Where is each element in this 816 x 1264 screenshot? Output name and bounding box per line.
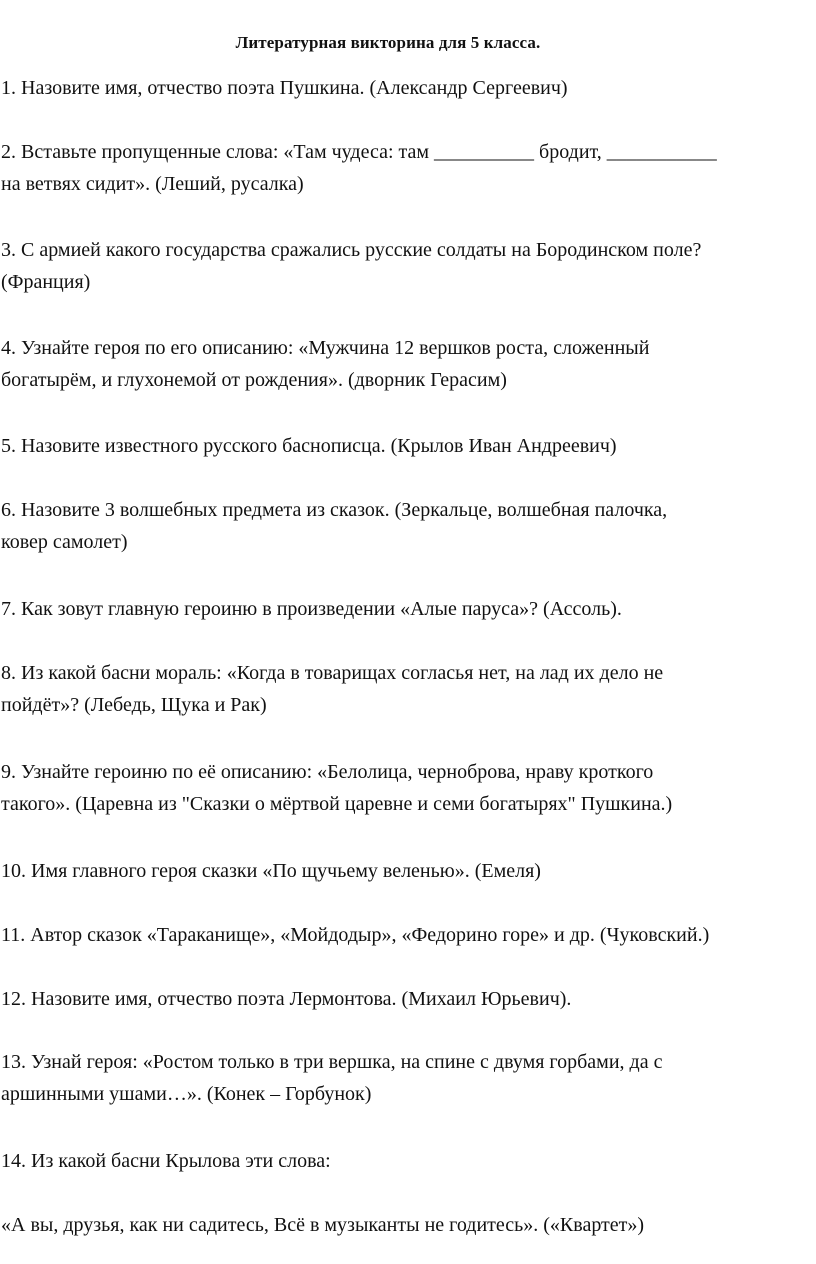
question-14 [1,1145,816,1177]
question-10 [1,855,816,887]
question-8 [1,657,816,721]
question-line: 2. Вставьте пропущенные слова: «Там чудеса: там __________ бродит, ___________ [1,141,717,163]
question-7 [1,593,816,625]
question-line: 13. Узнай героя: «Ростом только в три вершка, на спине с двумя горбами, да с [1,1051,663,1073]
question-12 [1,983,816,1015]
question-line: 3. С армией какого государства сражались русские солдаты на Бородинском поле? [1,239,702,261]
question-line: 12. Назовите имя, отчество поэта Лермонтова. (Михаил Юрьевич). [1,988,572,1010]
question-line: 7. Как зовут главную героиню в произведении «Алые паруса»? (Ассоль). [1,598,622,620]
question-3 [1,234,816,298]
question-line: 9. Узнайте героиню по её описанию: «Белолица, черноброва, нраву кроткого [1,761,654,783]
question-line: ковер самолет) [1,531,128,553]
question-line: 10. Имя главного героя сказки «По щучьему веленью». (Емеля) [1,860,541,882]
question-line: богатырём, и глухонемой от рождения». (дворник Герасим) [1,369,507,391]
question-line: аршинными ушами…». (Конек – Горбунок) [1,1083,372,1105]
question-14-quote [1,1209,816,1241]
question-line: на ветвях сидит». (Леший, русалка) [1,173,304,195]
question-6 [1,494,816,558]
question-line: (Франция) [1,271,91,293]
question-line: 14. Из какой басни Крылова эти слова: [1,1150,331,1172]
question-line: 11. Автор сказок «Тараканище», «Мойдодыр», «Федорино горе» и др. (Чуковский.) [1,924,710,946]
question-5 [1,430,816,462]
question-11 [1,919,816,951]
question-line: 8. Из какой басни мораль: «Когда в товарищах согласья нет, на лад их дело не [1,662,664,684]
question-13 [1,1046,816,1110]
question-line: 6. Назовите 3 волшебных предмета из сказок. (Зеркальце, волшебная палочка, [1,499,668,521]
question-1 [1,72,816,104]
question-2 [1,136,816,200]
question-line: 5. Назовите известного русского баснописца. (Крылов Иван Андреевич) [1,435,617,457]
question-line: 1. Назовите имя, отчество поэта Пушкина. (Александр Сергеевич) [1,77,568,99]
question-line: пойдёт»? (Лебедь, Щука и Рак) [1,694,267,716]
question-line: такого». (Царевна из "Сказки о мёртвой царевне и семи богатырях" Пушкина.) [1,793,673,815]
question-line: 4. Узнайте героя по его описанию: «Мужчина 12 вершков роста, сложенный [1,337,650,359]
question-4 [1,332,816,396]
question-line: «А вы, друзья, как ни садитесь, Всё в музыканты не годитесь». («Квартет») [1,1214,645,1236]
question-9 [1,756,816,820]
document-title: Литературная викторина для 5 класса. [235,33,541,52]
